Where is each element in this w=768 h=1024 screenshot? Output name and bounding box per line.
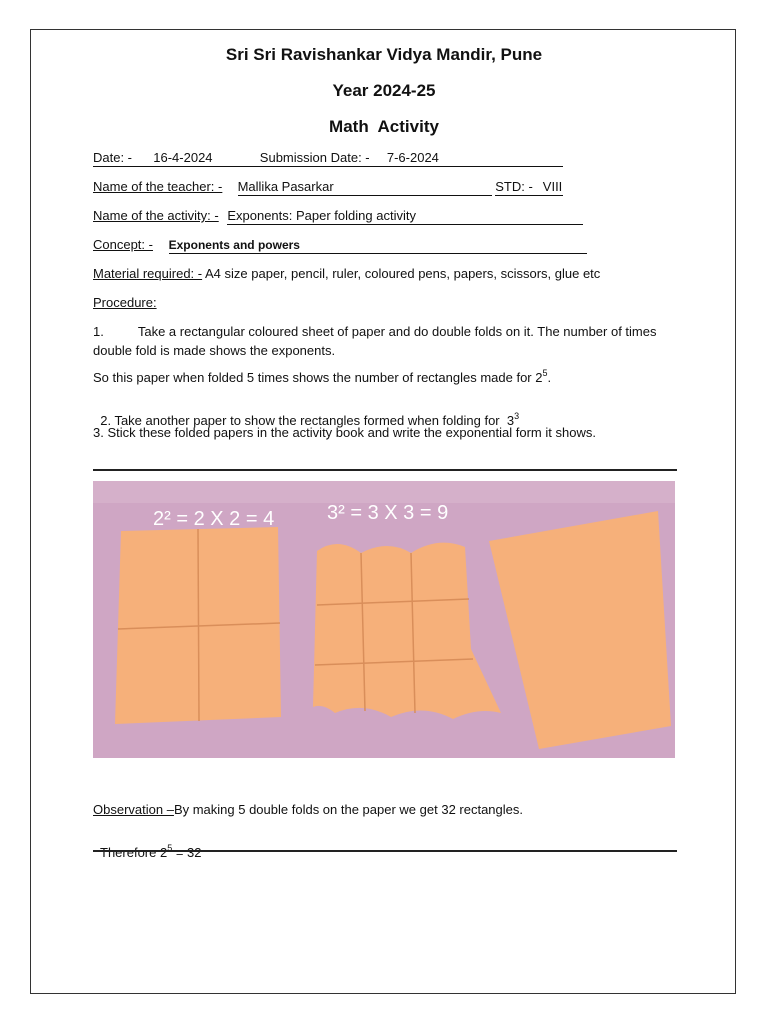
concept-label: Concept: - [93,237,153,252]
divider-bottom [93,850,677,852]
procedure-step-1 [93,322,683,360]
std-value: VIII [542,179,563,194]
material-row [93,266,600,281]
activity-value: Exponents: Paper folding activity [227,208,583,225]
subject-title: Math Activity [329,117,439,136]
line-2-exponent: 5 [542,368,548,378]
procedure-step-3: 3. Stick these folded papers in the activity book and write the exponential form it shows. [93,425,596,440]
therefore-text: Therefore 2 [100,845,168,860]
observation-text: By making 5 double folds on the paper we get 32 rectangles. [173,802,523,817]
paper-left [115,527,281,724]
step-1-number: 1. [93,324,104,339]
label-three-squared: 3² = 3 X 3 = 9 [327,502,449,524]
submission-label: Submission Date: - [259,150,370,165]
therefore-row [93,830,202,860]
therefore-result: = 32 [172,845,202,860]
step-1-text: Take a rectangular coloured sheet of paper and do double folds on it. The number of times double fold is made shows the exponents. [93,324,657,358]
school-title: Sri Sri Ravishankar Vidya Mandir, Pune [225,45,543,64]
date-label: Date: - [93,150,133,165]
material-value: A4 size paper, pencil, ruler, coloured pens, papers, scissors, glue etc [205,266,601,281]
paper-folding-photo [93,481,675,758]
line-2-text: So this paper when folded 5 times shows the number of rectangles made for 2 [93,370,543,385]
observation-row [93,802,523,817]
concept-row [93,237,587,254]
material-label: Material required: - [93,266,203,281]
date-value: 16-4-2024 [153,150,213,165]
date-row [93,150,563,167]
teacher-value: Mallika Pasarkar [238,179,492,196]
therefore-exponent: 5 [167,843,173,853]
std-label: STD: - [495,179,533,194]
activity-label: Name of the activity: - [93,208,219,223]
step-2-text: 2. Take another paper to show the rectangles formed when folding for 3 [100,413,515,428]
activity-row [93,208,583,225]
teacher-label: Name of the teacher: - [93,179,223,194]
year-title: Year 2024-25 [332,81,436,100]
procedure-line-2 [93,370,551,385]
concept-value: Exponents and powers [169,238,587,254]
std-field [495,179,563,196]
step-2-exponent: 3 [514,411,520,421]
label-two-squared: 2² = 2 X 2 = 4 [153,508,275,530]
procedure-step-2 [93,398,519,428]
line-2-end: . [547,370,552,385]
procedure-heading: Procedure: [93,295,157,310]
teacher-row [93,179,563,196]
observation-label: Observation – [93,802,174,817]
submission-value: 7-6-2024 [386,150,439,165]
divider-top [93,469,677,471]
